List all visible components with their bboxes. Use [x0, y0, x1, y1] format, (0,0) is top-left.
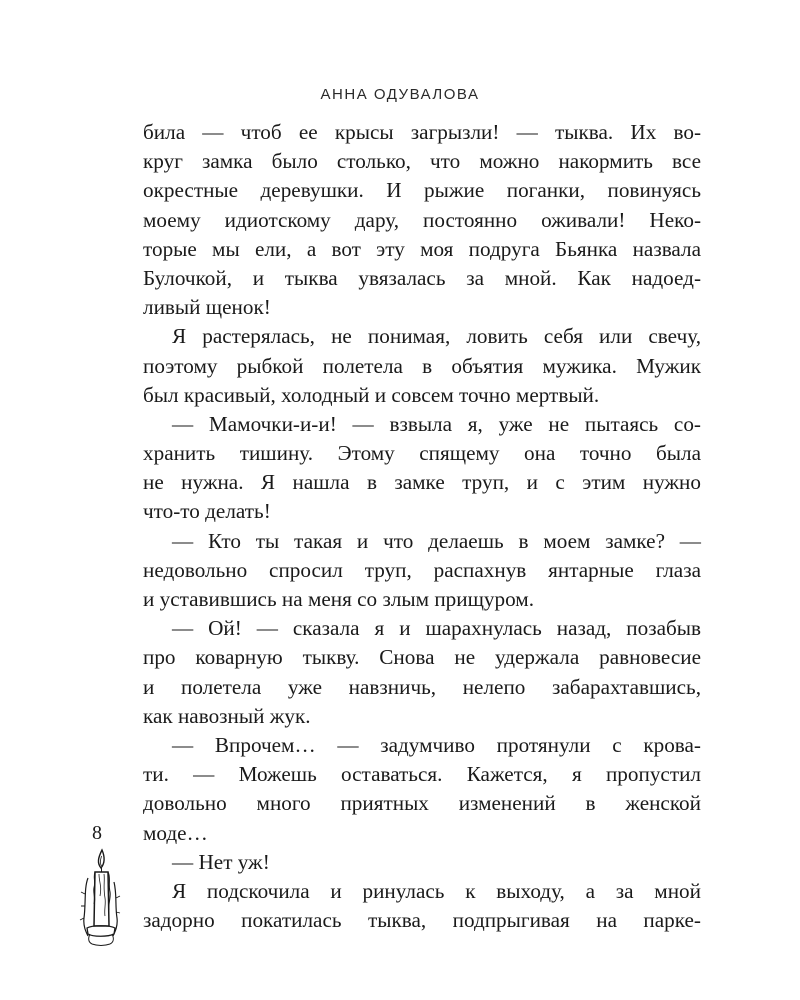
text-line: довольно много приятных изменений в женской [143, 791, 701, 816]
text-line: и полетела уже навзничь, нелепо забарахтавшись, [143, 674, 701, 699]
text-line: моему идиотскому дару, постоянно оживали! Неко- [143, 207, 701, 232]
running-header: АННА ОДУВАЛОВА [320, 86, 480, 103]
text-line: что-то делать! [143, 499, 271, 524]
text-line: ливый щенок! [143, 295, 271, 320]
text-line: Булочкой, и тыква увязалась за мной. Как надоед- [143, 265, 701, 290]
text-line: окрестные деревушки. И рыжие поганки, повинуясь [143, 178, 701, 203]
text-line: про коварную тыкву. Снова не удержала равновесие [143, 645, 701, 670]
text-line: — Нет уж! [172, 849, 270, 874]
text-line: как навозный жук. [143, 703, 311, 728]
text-line: задорно покатилась тыква, подпрыгивая на парке- [143, 908, 701, 933]
text-line: недовольно спросил труп, распахнув янтарные глаза [143, 557, 701, 582]
text-line: била — чтоб ее крысы загрызли! — тыква. Их во- [143, 120, 701, 144]
text-line: — Кто ты такая и что делаешь в моем замке? — [172, 528, 701, 553]
page-number: 8 [92, 822, 102, 844]
text-line: моде… [143, 820, 208, 845]
text-line: ти. — Можешь оставаться. Кажется, я пропустил [143, 762, 701, 787]
text-line: Я растерялась, не понимая, ловить себя или свечу, [172, 324, 701, 349]
text-line: — Ой! — сказала я и шарахнулась назад, позабыв [172, 616, 701, 641]
text-line: не нужна. Я нашла в замке труп, и с этим нужно [143, 470, 701, 495]
text-line: круг замка было столько, что можно накормить все [143, 149, 701, 174]
text-line: был красивый, холодный и совсем точно мертвый. [143, 382, 600, 407]
body-text [143, 118, 701, 935]
text-line: — Впрочем… — задумчиво протянули с крова- [172, 732, 701, 757]
text-line: хранить тишину. Этому спящему она точно была [143, 441, 701, 466]
text-line: Я подскочила и ринулась к выходу, а за мной [172, 878, 701, 903]
candle-icon [78, 848, 122, 948]
text-line: торые мы ели, а вот эту моя подруга Бьянка назвала [143, 236, 701, 261]
text-line: и уставившись на меня со злым прищуром. [143, 587, 534, 611]
text-line: — Мамочки-и-и! — взвыла я, уже не пытаясь со- [172, 411, 701, 436]
text-line: поэтому рыбкой полетела в объятия мужика. Мужик [143, 353, 701, 378]
